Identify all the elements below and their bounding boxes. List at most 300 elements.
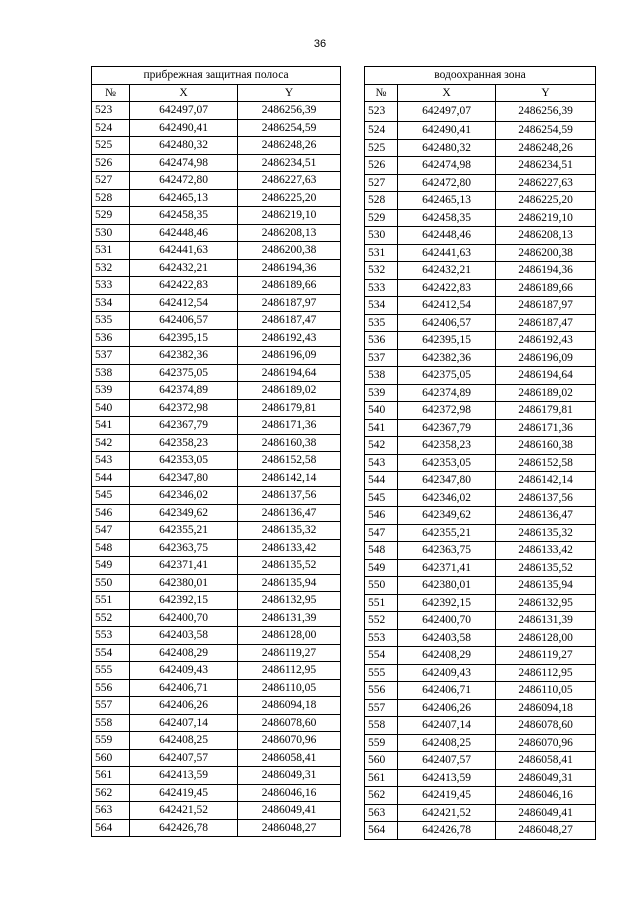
x-coordinate: 642409,43 <box>130 662 238 680</box>
table-row <box>92 574 341 592</box>
table-row <box>92 469 341 487</box>
table-row <box>365 454 596 472</box>
point-number: 540 <box>365 402 398 420</box>
y-coordinate: 2486200,38 <box>496 244 596 262</box>
x-coordinate: 642347,80 <box>398 472 496 490</box>
y-coordinate: 2486225,20 <box>496 192 596 210</box>
point-number: 547 <box>92 522 130 540</box>
table-row <box>92 259 341 277</box>
point-number: 525 <box>365 139 398 157</box>
x-coordinate: 642409,43 <box>398 664 496 682</box>
x-coordinate: 642448,46 <box>130 224 238 242</box>
y-coordinate: 2486179,81 <box>496 402 596 420</box>
point-number: 544 <box>365 472 398 490</box>
x-coordinate: 642349,62 <box>130 504 238 522</box>
point-number: 555 <box>92 662 130 680</box>
table-row <box>365 139 596 157</box>
y-coordinate: 2486227,63 <box>238 172 341 190</box>
point-number: 529 <box>92 207 130 225</box>
column-header-y: Y <box>238 84 341 102</box>
x-coordinate: 642472,80 <box>398 174 496 192</box>
point-number: 555 <box>365 664 398 682</box>
table-row <box>92 312 341 330</box>
y-coordinate: 2486058,41 <box>238 749 341 767</box>
point-number: 534 <box>92 294 130 312</box>
y-coordinate: 2486137,56 <box>238 487 341 505</box>
table-row <box>365 559 596 577</box>
table-row <box>92 119 341 137</box>
table-row <box>365 769 596 787</box>
table-row <box>365 472 596 490</box>
table-row <box>365 664 596 682</box>
point-number: 551 <box>365 594 398 612</box>
y-coordinate: 2486094,18 <box>496 699 596 717</box>
table-row <box>92 662 341 680</box>
y-coordinate: 2486227,63 <box>496 174 596 192</box>
x-coordinate: 642372,98 <box>130 399 238 417</box>
table-row <box>365 297 596 315</box>
y-coordinate: 2486160,38 <box>496 437 596 455</box>
table-row <box>365 717 596 735</box>
point-number: 560 <box>365 752 398 770</box>
x-coordinate: 642371,41 <box>130 557 238 575</box>
x-coordinate: 642358,23 <box>130 434 238 452</box>
table-row <box>365 367 596 385</box>
column-header-number: № <box>365 84 398 102</box>
y-coordinate: 2486196,09 <box>238 347 341 365</box>
point-number: 562 <box>92 784 130 802</box>
table-row <box>92 382 341 400</box>
point-number: 546 <box>92 504 130 522</box>
y-coordinate: 2486110,05 <box>238 679 341 697</box>
table-row <box>92 714 341 732</box>
table-row <box>365 787 596 805</box>
x-coordinate: 642426,78 <box>398 822 496 840</box>
point-number: 539 <box>365 384 398 402</box>
table-row <box>365 594 596 612</box>
point-number: 542 <box>92 434 130 452</box>
x-coordinate: 642490,41 <box>398 122 496 140</box>
y-coordinate: 2486135,32 <box>238 522 341 540</box>
y-coordinate: 2486189,02 <box>238 382 341 400</box>
y-coordinate: 2486133,42 <box>496 542 596 560</box>
y-coordinate: 2486046,16 <box>238 784 341 802</box>
x-coordinate: 642413,59 <box>398 769 496 787</box>
page-number: 36 <box>313 38 327 50</box>
x-coordinate: 642408,29 <box>398 647 496 665</box>
y-coordinate: 2486142,14 <box>238 469 341 487</box>
y-coordinate: 2486133,42 <box>238 539 341 557</box>
point-number: 545 <box>92 487 130 505</box>
point-number: 524 <box>92 119 130 137</box>
point-number: 532 <box>365 262 398 280</box>
x-coordinate: 642421,52 <box>398 804 496 822</box>
x-coordinate: 642367,79 <box>398 419 496 437</box>
y-coordinate: 2486248,26 <box>496 139 596 157</box>
x-coordinate: 642371,41 <box>398 559 496 577</box>
x-coordinate: 642346,02 <box>130 487 238 505</box>
x-coordinate: 642406,71 <box>398 682 496 700</box>
table-row <box>365 489 596 507</box>
y-coordinate: 2486187,47 <box>496 314 596 332</box>
table-row <box>365 227 596 245</box>
point-number: 528 <box>365 192 398 210</box>
y-coordinate: 2486256,39 <box>496 102 596 122</box>
table-row <box>92 277 341 295</box>
x-coordinate: 642413,59 <box>130 767 238 785</box>
y-coordinate: 2486192,43 <box>496 332 596 350</box>
point-number: 551 <box>92 592 130 610</box>
point-number: 558 <box>365 717 398 735</box>
x-coordinate: 642372,98 <box>398 402 496 420</box>
table-row <box>92 784 341 802</box>
point-number: 543 <box>365 454 398 472</box>
table-row <box>92 224 341 242</box>
y-coordinate: 2486094,18 <box>238 697 341 715</box>
x-coordinate: 642403,58 <box>398 629 496 647</box>
point-number: 552 <box>365 612 398 630</box>
table-row <box>92 434 341 452</box>
y-coordinate: 2486248,26 <box>238 137 341 155</box>
table-row <box>92 294 341 312</box>
point-number: 559 <box>92 732 130 750</box>
y-coordinate: 2486208,13 <box>496 227 596 245</box>
point-number: 543 <box>92 452 130 470</box>
y-coordinate: 2486208,13 <box>238 224 341 242</box>
x-coordinate: 642407,14 <box>130 714 238 732</box>
y-coordinate: 2486160,38 <box>238 434 341 452</box>
table-row <box>365 437 596 455</box>
x-coordinate: 642406,26 <box>398 699 496 717</box>
point-number: 524 <box>365 122 398 140</box>
x-coordinate: 642412,54 <box>130 294 238 312</box>
x-coordinate: 642407,57 <box>130 749 238 767</box>
point-number: 556 <box>365 682 398 700</box>
table-row <box>365 752 596 770</box>
point-number: 561 <box>365 769 398 787</box>
point-number: 534 <box>365 297 398 315</box>
x-coordinate: 642474,98 <box>130 154 238 172</box>
y-coordinate: 2486219,10 <box>238 207 341 225</box>
x-coordinate: 642474,98 <box>398 157 496 175</box>
y-coordinate: 2486049,41 <box>496 804 596 822</box>
y-coordinate: 2486112,95 <box>496 664 596 682</box>
point-number: 552 <box>92 609 130 627</box>
x-coordinate: 642432,21 <box>130 259 238 277</box>
x-coordinate: 642375,05 <box>398 367 496 385</box>
table-row <box>92 137 341 155</box>
x-coordinate: 642395,15 <box>398 332 496 350</box>
y-coordinate: 2486194,36 <box>238 259 341 277</box>
x-coordinate: 642480,32 <box>398 139 496 157</box>
point-number: 554 <box>92 644 130 662</box>
x-coordinate: 642465,13 <box>398 192 496 210</box>
x-coordinate: 642382,36 <box>398 349 496 367</box>
point-number: 530 <box>365 227 398 245</box>
y-coordinate: 2486070,96 <box>496 734 596 752</box>
table-row <box>92 452 341 470</box>
point-number: 549 <box>92 557 130 575</box>
x-coordinate: 642422,83 <box>130 277 238 295</box>
x-coordinate: 642367,79 <box>130 417 238 435</box>
point-number: 536 <box>365 332 398 350</box>
y-coordinate: 2486225,20 <box>238 189 341 207</box>
point-number: 548 <box>365 542 398 560</box>
x-coordinate: 642408,29 <box>130 644 238 662</box>
y-coordinate: 2486234,51 <box>238 154 341 172</box>
table-row <box>365 542 596 560</box>
table-row <box>365 507 596 525</box>
point-number: 553 <box>92 627 130 645</box>
point-number: 537 <box>365 349 398 367</box>
y-coordinate: 2486131,39 <box>238 609 341 627</box>
table-row <box>365 314 596 332</box>
x-coordinate: 642490,41 <box>130 119 238 137</box>
y-coordinate: 2486194,64 <box>238 364 341 382</box>
x-coordinate: 642408,25 <box>398 734 496 752</box>
table-row <box>92 679 341 697</box>
table-row <box>365 524 596 542</box>
point-number: 541 <box>365 419 398 437</box>
x-coordinate: 642412,54 <box>398 297 496 315</box>
water-protection-zone-table <box>364 66 596 840</box>
x-coordinate: 642432,21 <box>398 262 496 280</box>
point-number: 536 <box>92 329 130 347</box>
x-coordinate: 642458,35 <box>398 209 496 227</box>
y-coordinate: 2486187,47 <box>238 312 341 330</box>
table-row <box>365 647 596 665</box>
table-row <box>365 402 596 420</box>
table-row <box>92 802 341 820</box>
point-number: 531 <box>365 244 398 262</box>
column-header-x: X <box>130 84 238 102</box>
y-coordinate: 2486136,47 <box>238 504 341 522</box>
x-coordinate: 642407,14 <box>398 717 496 735</box>
water-zone-title: водоохранная зона <box>365 67 596 85</box>
x-coordinate: 642458,35 <box>130 207 238 225</box>
table-row <box>92 172 341 190</box>
y-coordinate: 2486131,39 <box>496 612 596 630</box>
point-number: 550 <box>365 577 398 595</box>
y-coordinate: 2486254,59 <box>238 119 341 137</box>
table-row <box>92 627 341 645</box>
y-coordinate: 2486152,58 <box>496 454 596 472</box>
y-coordinate: 2486187,97 <box>238 294 341 312</box>
y-coordinate: 2486078,60 <box>496 717 596 735</box>
x-coordinate: 642392,15 <box>130 592 238 610</box>
y-coordinate: 2486136,47 <box>496 507 596 525</box>
point-number: 547 <box>365 524 398 542</box>
x-coordinate: 642346,02 <box>398 489 496 507</box>
point-number: 560 <box>92 749 130 767</box>
point-number: 528 <box>92 189 130 207</box>
table-row <box>92 697 341 715</box>
x-coordinate: 642426,78 <box>130 819 238 837</box>
point-number: 539 <box>92 382 130 400</box>
point-number: 554 <box>365 647 398 665</box>
x-coordinate: 642421,52 <box>130 802 238 820</box>
column-header-x: X <box>398 84 496 102</box>
table-row <box>92 154 341 172</box>
table-row <box>92 592 341 610</box>
y-coordinate: 2486112,95 <box>238 662 341 680</box>
x-coordinate: 642497,07 <box>130 102 238 120</box>
table-row <box>365 332 596 350</box>
table-row <box>365 102 596 122</box>
point-number: 532 <box>92 259 130 277</box>
y-coordinate: 2486189,02 <box>496 384 596 402</box>
x-coordinate: 642400,70 <box>398 612 496 630</box>
table-row <box>365 122 596 140</box>
y-coordinate: 2486119,27 <box>238 644 341 662</box>
table-row <box>92 557 341 575</box>
x-coordinate: 642406,57 <box>398 314 496 332</box>
table-row <box>365 629 596 647</box>
x-coordinate: 642441,63 <box>398 244 496 262</box>
x-coordinate: 642374,89 <box>398 384 496 402</box>
y-coordinate: 2486135,94 <box>238 574 341 592</box>
table-row <box>92 732 341 750</box>
table-row <box>365 262 596 280</box>
y-coordinate: 2486196,09 <box>496 349 596 367</box>
y-coordinate: 2486049,41 <box>238 802 341 820</box>
y-coordinate: 2486058,41 <box>496 752 596 770</box>
y-coordinate: 2486189,66 <box>496 279 596 297</box>
table-row <box>365 699 596 717</box>
x-coordinate: 642395,15 <box>130 329 238 347</box>
table-row <box>365 384 596 402</box>
table-row <box>92 819 341 837</box>
point-number: 526 <box>365 157 398 175</box>
y-coordinate: 2486128,00 <box>238 627 341 645</box>
point-number: 523 <box>92 102 130 120</box>
y-coordinate: 2486254,59 <box>496 122 596 140</box>
table-row <box>365 804 596 822</box>
y-coordinate: 2486048,27 <box>238 819 341 837</box>
table-row <box>365 734 596 752</box>
x-coordinate: 642406,26 <box>130 697 238 715</box>
table-row <box>365 612 596 630</box>
table-row <box>365 244 596 262</box>
y-coordinate: 2486152,58 <box>238 452 341 470</box>
point-number: 535 <box>92 312 130 330</box>
x-coordinate: 642353,05 <box>130 452 238 470</box>
y-coordinate: 2486135,52 <box>496 559 596 577</box>
table-row <box>92 767 341 785</box>
point-number: 559 <box>365 734 398 752</box>
table-row <box>92 399 341 417</box>
y-coordinate: 2486078,60 <box>238 714 341 732</box>
y-coordinate: 2486048,27 <box>496 822 596 840</box>
point-number: 541 <box>92 417 130 435</box>
table-row <box>365 419 596 437</box>
table-row <box>92 487 341 505</box>
table-row <box>92 504 341 522</box>
table-row <box>365 822 596 840</box>
x-coordinate: 642363,75 <box>398 542 496 560</box>
point-number: 531 <box>92 242 130 260</box>
point-number: 530 <box>92 224 130 242</box>
x-coordinate: 642380,01 <box>130 574 238 592</box>
table-row <box>92 207 341 225</box>
column-header-number: № <box>92 84 130 102</box>
y-coordinate: 2486179,81 <box>238 399 341 417</box>
table-row <box>92 242 341 260</box>
point-number: 544 <box>92 469 130 487</box>
table-row <box>92 522 341 540</box>
table-row <box>92 609 341 627</box>
y-coordinate: 2486135,94 <box>496 577 596 595</box>
point-number: 542 <box>365 437 398 455</box>
y-coordinate: 2486219,10 <box>496 209 596 227</box>
point-number: 550 <box>92 574 130 592</box>
x-coordinate: 642363,75 <box>130 539 238 557</box>
point-number: 557 <box>365 699 398 717</box>
y-coordinate: 2486194,64 <box>496 367 596 385</box>
x-coordinate: 642465,13 <box>130 189 238 207</box>
point-number: 538 <box>365 367 398 385</box>
y-coordinate: 2486142,14 <box>496 472 596 490</box>
x-coordinate: 642374,89 <box>130 382 238 400</box>
y-coordinate: 2486128,00 <box>496 629 596 647</box>
table-row <box>92 417 341 435</box>
point-number: 556 <box>92 679 130 697</box>
point-number: 548 <box>92 539 130 557</box>
x-coordinate: 642472,80 <box>130 172 238 190</box>
point-number: 527 <box>92 172 130 190</box>
y-coordinate: 2486119,27 <box>496 647 596 665</box>
x-coordinate: 642358,23 <box>398 437 496 455</box>
table-row <box>365 157 596 175</box>
point-number: 549 <box>365 559 398 577</box>
x-coordinate: 642392,15 <box>398 594 496 612</box>
y-coordinate: 2486256,39 <box>238 102 341 120</box>
x-coordinate: 642349,62 <box>398 507 496 525</box>
table-row <box>365 174 596 192</box>
point-number: 523 <box>365 102 398 122</box>
table-row <box>92 539 341 557</box>
y-coordinate: 2486234,51 <box>496 157 596 175</box>
point-number: 561 <box>92 767 130 785</box>
point-number: 533 <box>92 277 130 295</box>
point-number: 563 <box>92 802 130 820</box>
point-number: 546 <box>365 507 398 525</box>
y-coordinate: 2486132,95 <box>238 592 341 610</box>
x-coordinate: 642419,45 <box>398 787 496 805</box>
x-coordinate: 642407,57 <box>398 752 496 770</box>
point-number: 564 <box>365 822 398 840</box>
x-coordinate: 642441,63 <box>130 242 238 260</box>
y-coordinate: 2486049,31 <box>238 767 341 785</box>
table-row <box>92 329 341 347</box>
x-coordinate: 642355,21 <box>130 522 238 540</box>
y-coordinate: 2486171,36 <box>496 419 596 437</box>
y-coordinate: 2486187,97 <box>496 297 596 315</box>
y-coordinate: 2486135,52 <box>238 557 341 575</box>
y-coordinate: 2486110,05 <box>496 682 596 700</box>
point-number: 538 <box>92 364 130 382</box>
x-coordinate: 642380,01 <box>398 577 496 595</box>
y-coordinate: 2486192,43 <box>238 329 341 347</box>
point-number: 557 <box>92 697 130 715</box>
x-coordinate: 642347,80 <box>130 469 238 487</box>
y-coordinate: 2486189,66 <box>238 277 341 295</box>
table-row <box>365 682 596 700</box>
table-row <box>365 209 596 227</box>
y-coordinate: 2486171,36 <box>238 417 341 435</box>
point-number: 540 <box>92 399 130 417</box>
column-header-y: Y <box>496 84 596 102</box>
